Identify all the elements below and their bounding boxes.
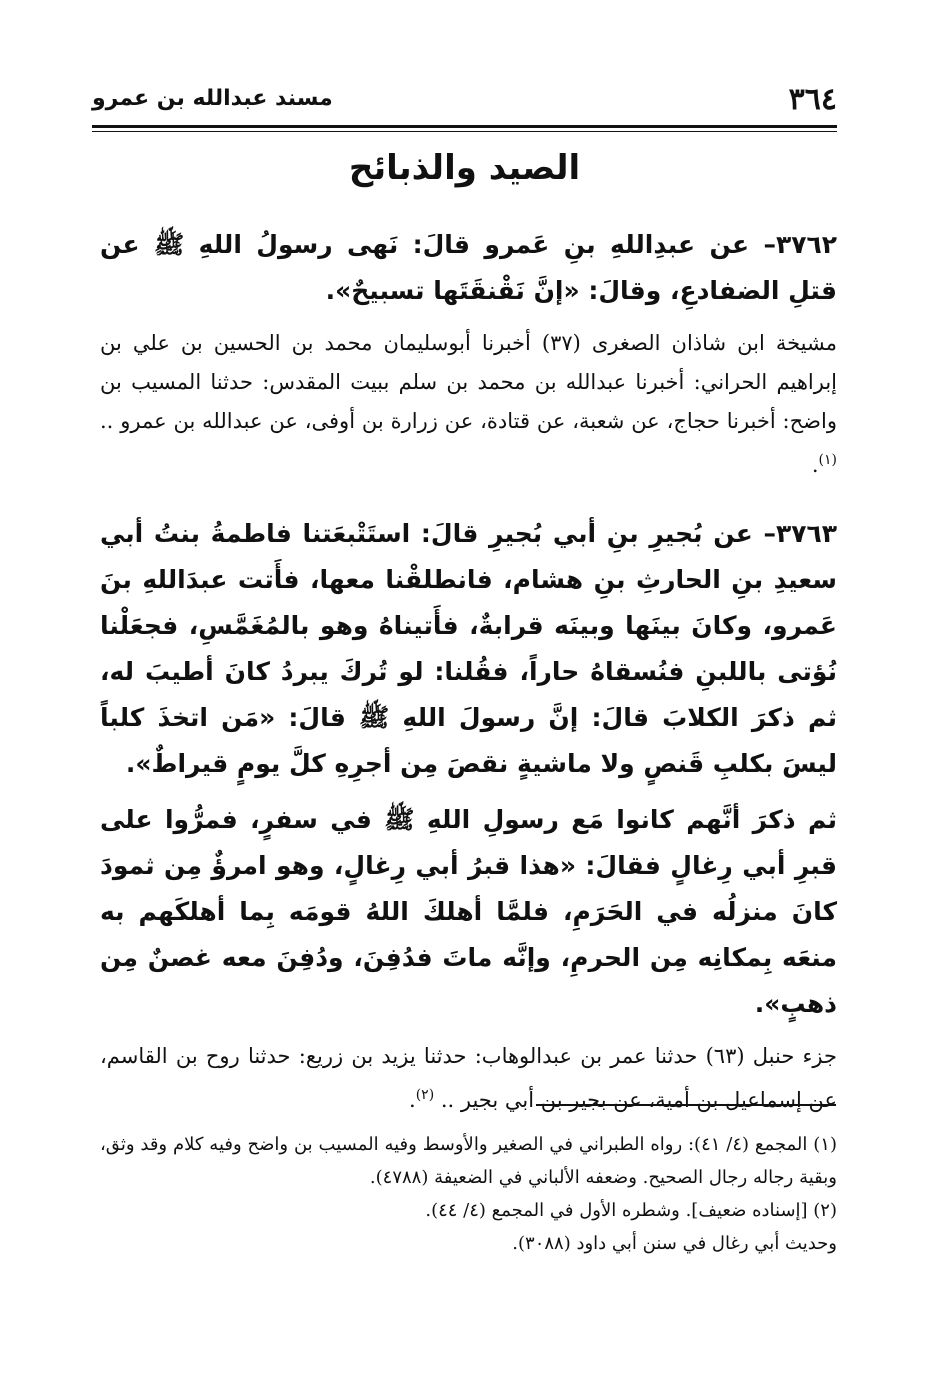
header-divider (92, 125, 837, 128)
footnote-2-continuation: وحديث أبي رغال في سنن أبي داود (٣٠٨٨). (512, 1233, 837, 1254)
footnote-divider (536, 1104, 836, 1106)
main-content (100, 222, 837, 1120)
book-title: مسند عبدالله بن عمرو (92, 86, 333, 111)
footnote-2: (٢) [إسناده ضعيف]. وشطره الأول في المجمع (٤/ ٤٤). (425, 1200, 837, 1221)
footnotes (100, 1128, 837, 1260)
running-header (92, 82, 837, 128)
footnote-ref-1[interactable]: (١) (818, 452, 837, 468)
hadith-3762-text: ٣٧٦٢– عن عبدِاللهِ بنِ عَمرو قالَ: نَهى رسولُ اللهِ ﷺ عن قتلِ الضفادعِ، وقالَ: «إنَّ نَقْنقَتَها تسبيحٌ». (100, 230, 837, 305)
hadith-3763-continuation: ثم ذكرَ أنَّهم كانوا مَع رسولِ اللهِ ﷺ في سفرٍ، فمرُّوا على قبرِ أبي رِغالٍ فقالَ: «هذا قبرُ أبي رِغالٍ، وهو امرؤٌ مِن ثمودَ كانَ منزلُه في الحَرَمِ، فلمَّا أهلكَ اللهُ قومَه بِما أهلكَهم به منعَه بِمكانِه مِن الحرمِ، وإنَّه ماتَ فدُفِنَ، ودُفِنَ معه غصنٌ مِن ذهبٍ». (100, 805, 837, 1018)
hadith-3763-text: ٣٧٦٣– عن بُجيرِ بنِ أبي بُجيرِ قالَ: استَتْبعَتنا فاطمةُ بنتُ أبي سعيدِ بنِ الحارثِ بنِ هشام، فانطلقْنا معها، فأَتت عبدَاللهِ بنَ عَمرو، وكانَ بينَها وبينَه قرابةٌ، فأَتيناهُ وهو بالمُغَمَّسِ، فجعَلْنا نُؤتى باللبنِ فنُسقاهُ حاراً، فقُلنا: لو تُركَ يبردُ كانَ أطيبَ له، ثم ذكرَ الكلابَ قالَ: إنَّ رسولَ اللهِ ﷺ قالَ: «مَن اتخذَ كلباً ليسَ بكلبِ قَنصٍ ولا ماشيةٍ نقصَ مِن أجرِهِ كلَّ يومٍ قيراطٌ». (100, 519, 837, 778)
section-heading: الصيد والذبائح (348, 148, 581, 188)
footnote-ref-2[interactable]: (٢) (415, 1087, 435, 1103)
hadith-3763-source: جزء حنبل (٦٣) حدثنا عمر بن عبدالوهاب: حدثنا يزيد بن زريع: حدثنا روح بن القاسم، عن إسماعيل بن أمية، عن بجير بن أبي بجير .. $^{(٢)}$. (100, 1044, 838, 1112)
source-text: جزء حنبل (٦٣) حدثنا عمر بن عبدالوهاب: حدثنا يزيد بن زريع: حدثنا روح بن القاسم، عن إسماعيل بن أمية، عن بجير بن أبي بجير .. (100, 1044, 838, 1112)
hadith-3762-source: مشيخة ابن شاذان الصغرى (٣٧) أخبرنا أبوسليمان محمد بن الحسين بن علي بن إبراهيم الحراني: أخبرنا عبدالله بن محمد بن سلم ببيت المقدس: حدثنا المسيب بن واضح: أخبرنا حجاج، عن شعبة، عن قتادة، عن زرارة بن أوفى، عن عبدالله بن عمرو .. $^{(١)}$. (100, 331, 837, 477)
page-number: ٣٦٤ (788, 82, 837, 117)
footnote-1: (١) المجمع (٤/ ٤١): رواه الطبراني في الصغير والأوسط وفيه المسيب بن واضح وفيه كلام وقد وثق، وبقية رجاله رجال الصحيح. وضعفه الألباني في الضعيفة (٤٧٨٨). (100, 1134, 837, 1188)
source-text: مشيخة ابن شاذان الصغرى (٣٧) أخبرنا أبوسليمان محمد بن الحسين بن علي بن إبراهيم الحراني: أخبرنا عبدالله بن محمد بن سلم ببيت المقدس: حدثنا المسيب بن واضح: أخبرنا حجاج، عن شعبة، عن قتادة، عن زرارة بن أوفى، عن عبدالله بن عمرو .. (100, 331, 837, 433)
